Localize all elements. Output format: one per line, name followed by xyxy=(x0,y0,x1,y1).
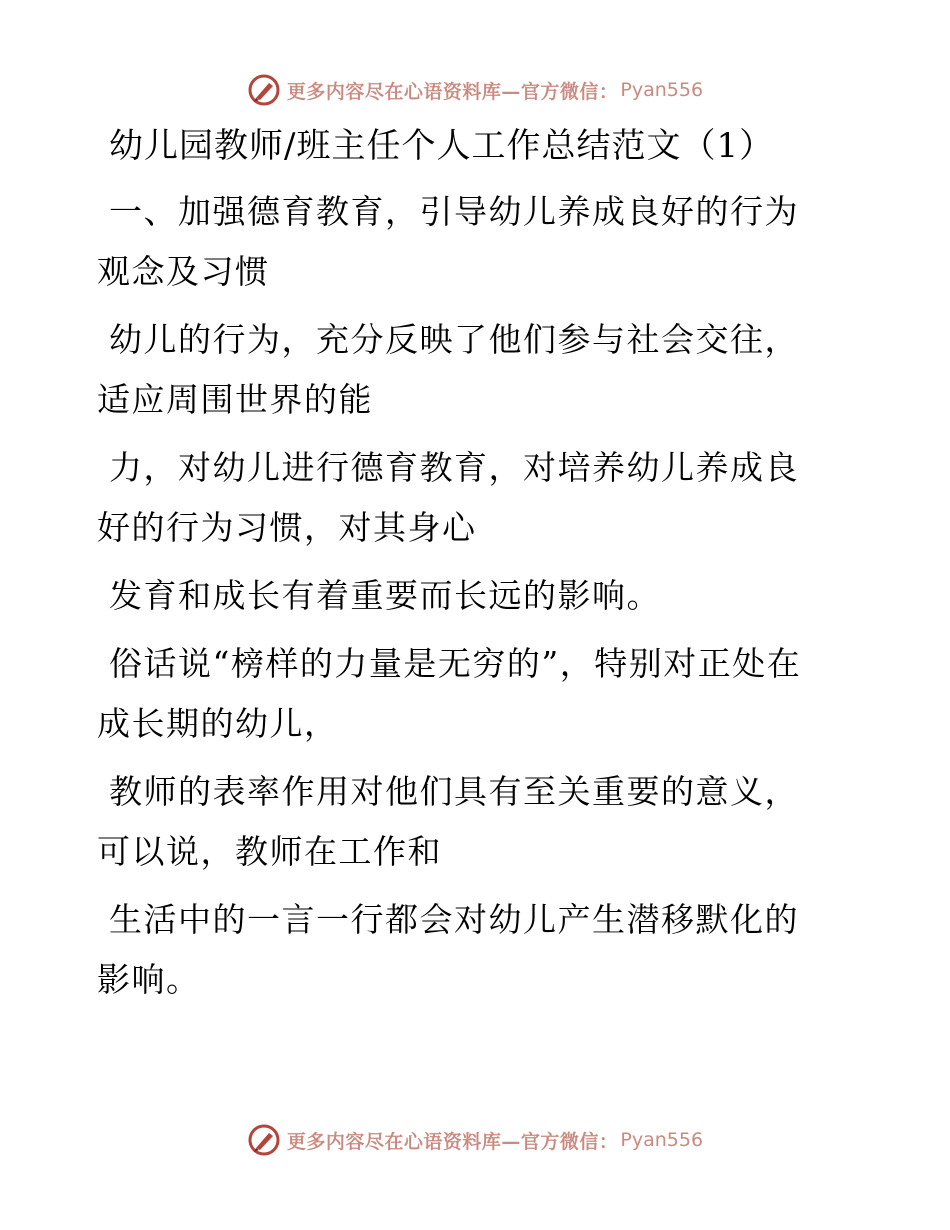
paragraph: 幼儿的行为，充分反映了他们参与社会交往，适应周围世界的能 xyxy=(97,320,799,419)
paragraph: 俗话说“榜样的力量是无穷的”，特别对正处在成长期的幼儿， xyxy=(97,644,802,743)
document-body xyxy=(97,124,832,1018)
watermark-text: 更多内容尽在心语资料库—官方微信： xyxy=(286,1130,619,1153)
header-watermark xyxy=(0,70,950,110)
paragraph: 教师的表率作用对他们具有至关重要的意义，可以说，教师在工作和 xyxy=(97,772,799,871)
footer-watermark xyxy=(0,1120,950,1160)
pen-logo-icon xyxy=(247,1123,281,1157)
paragraph: 力，对幼儿进行德育教育，对培养幼儿养成良好的行为习惯，对其身心 xyxy=(97,448,799,547)
paragraph: 一、加强德育教育，引导幼儿养成良好的行为观念及习惯 xyxy=(97,192,799,291)
paragraph: 生活中的一言一行都会对幼儿产生潜移默化的影响。 xyxy=(97,900,799,999)
document-title: 幼儿园教师/班主任个人工作总结范文（1） xyxy=(109,126,775,166)
pen-logo-icon xyxy=(247,73,281,107)
paragraph: 发育和成长有着重要而长远的影响。 xyxy=(109,576,661,615)
watermark-text: 更多内容尽在心语资料库—官方微信： xyxy=(286,80,619,103)
watermark-id: Pyan556 xyxy=(620,1129,704,1151)
watermark-id: Pyan556 xyxy=(620,79,704,101)
